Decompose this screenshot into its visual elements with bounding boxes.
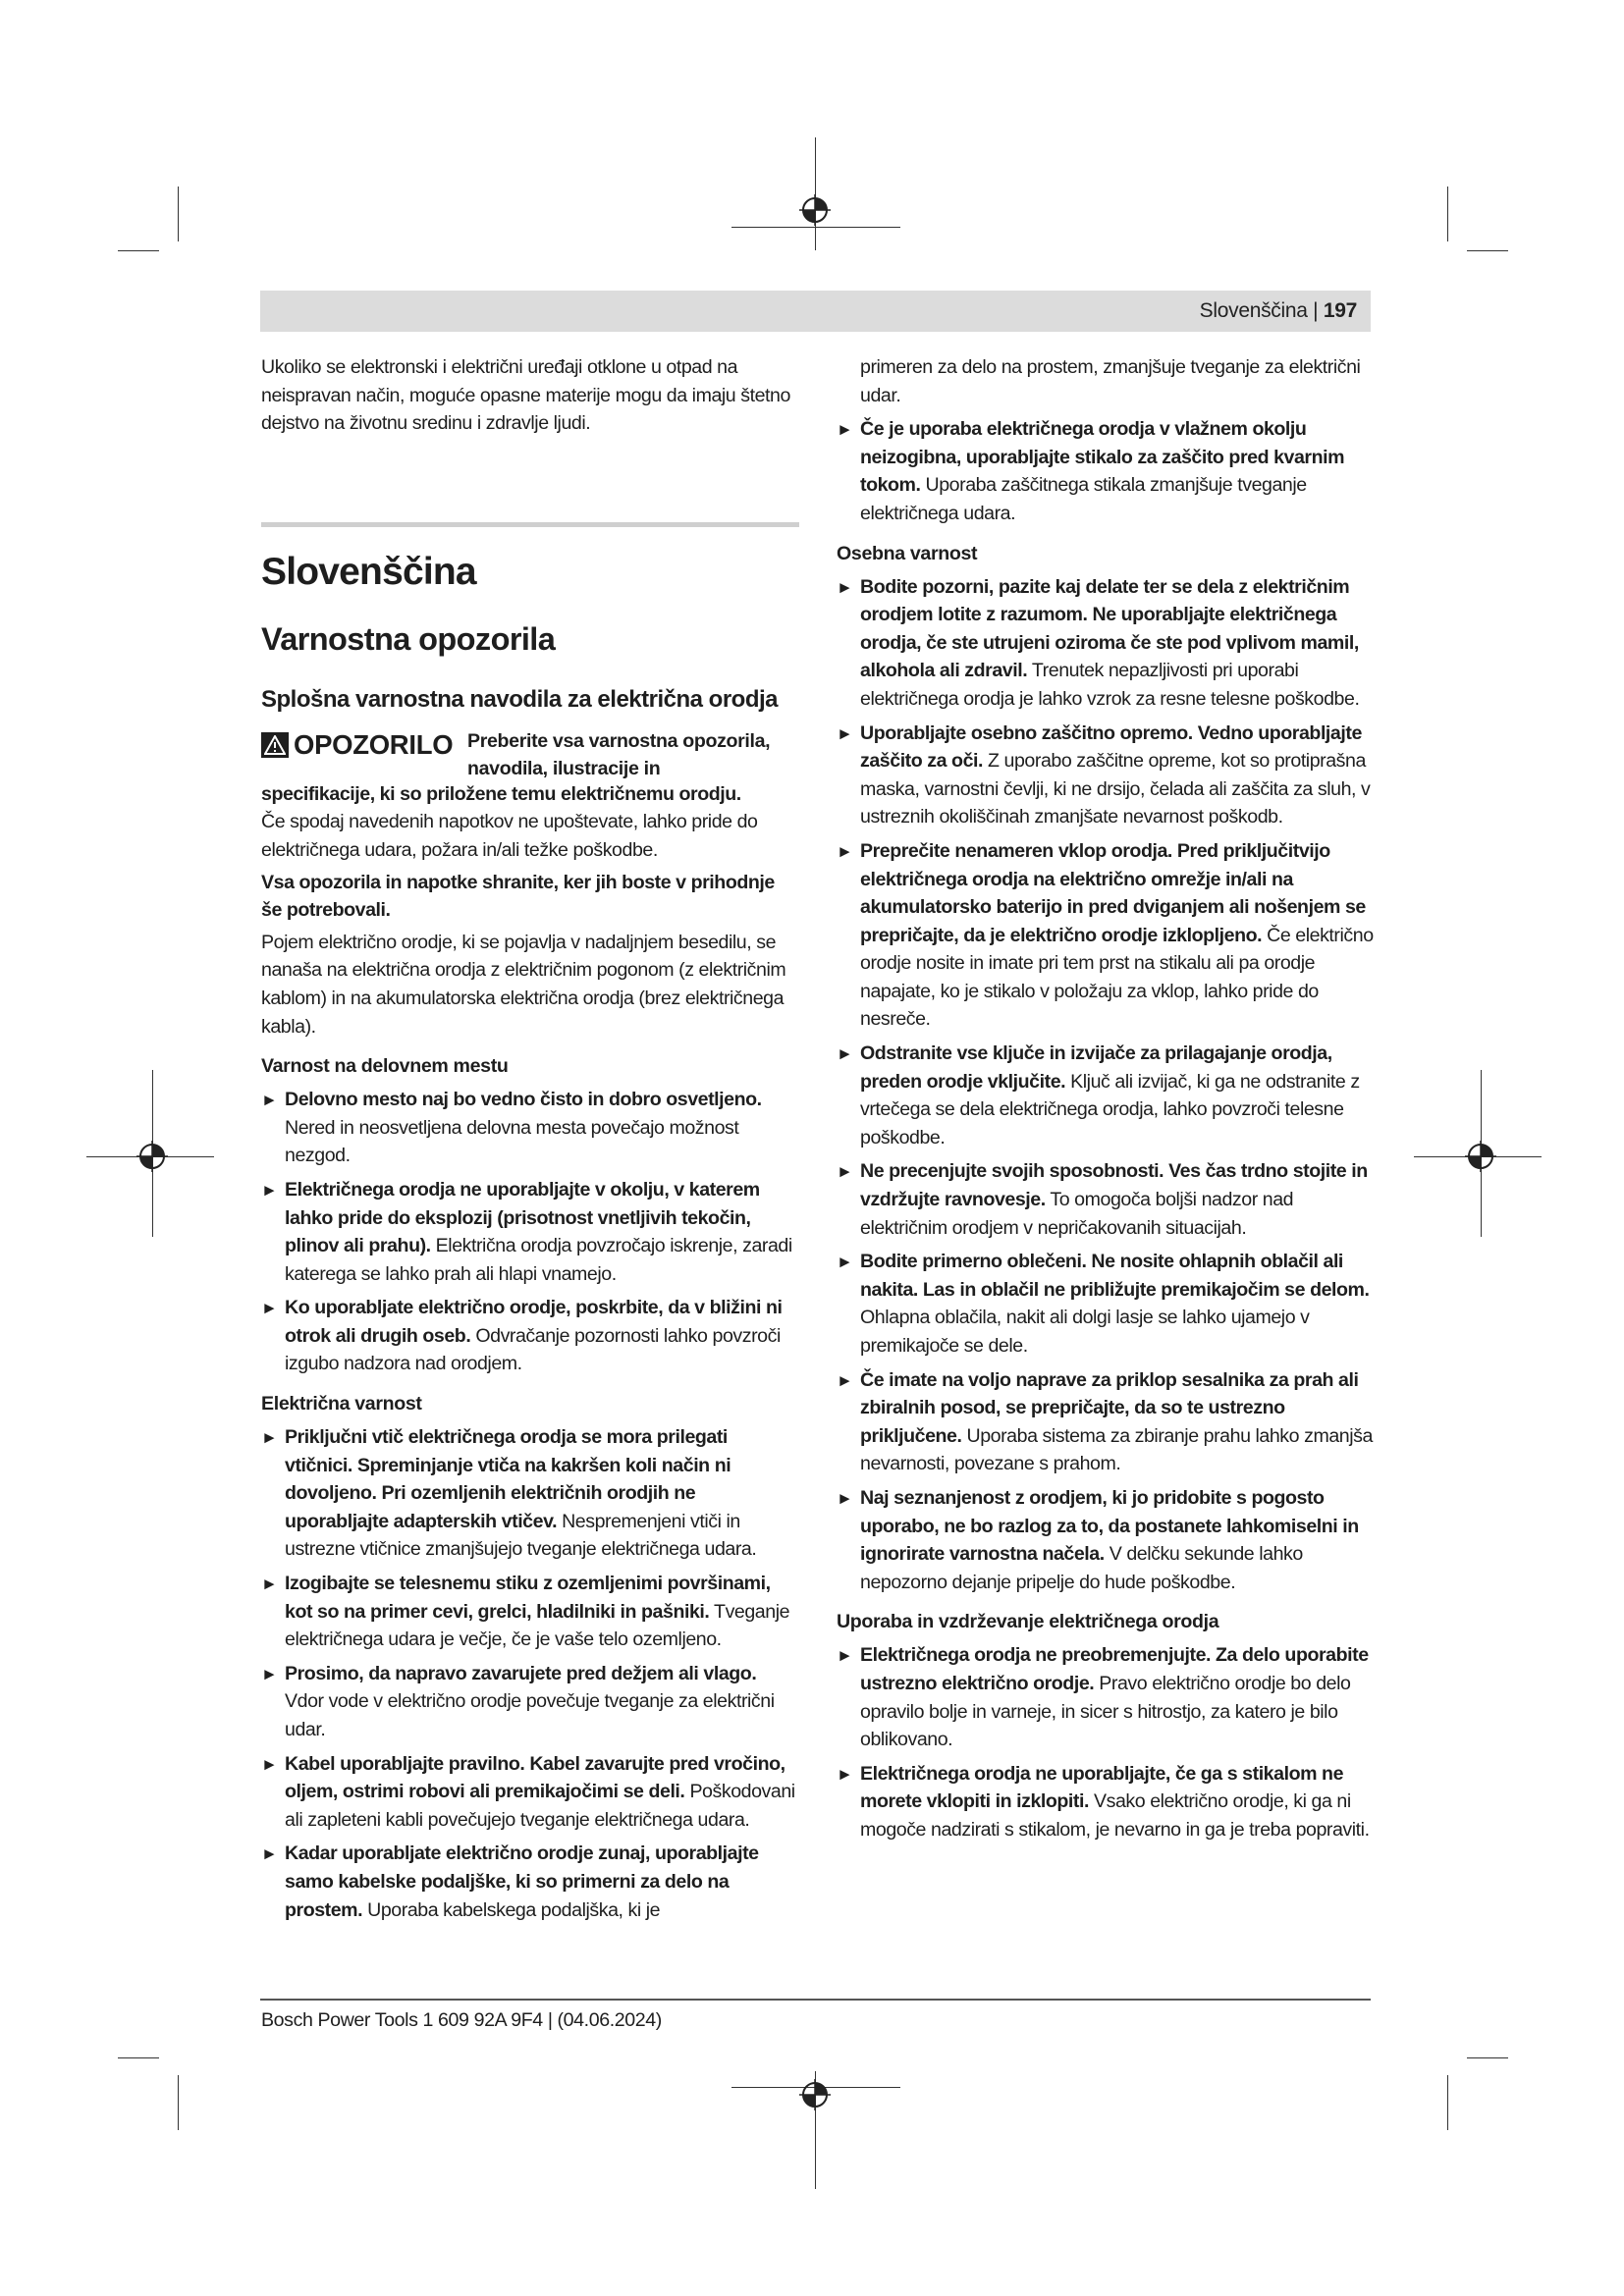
electrical-safety-heading: Električna varnost: [261, 1393, 422, 1415]
bullet-arrow-icon: ►: [261, 1091, 278, 1110]
bullet-arrow-icon: ►: [261, 1844, 278, 1864]
section-rule: [261, 522, 799, 527]
crop-mark: [178, 187, 179, 241]
list-item: ► Preprečite nenameren vklop orodja. Pred priključitvijo električnega orodja na električno omrežje in/ali na akumulatorsko baterijo in pred dviganjem ali nošenjem se prepričajte, da je električno orodje izklopljeno. Če električno orodje nosite in imate pri tem prst na stikalu ali pa orodje napajate, ko je stikalo v položaju za vklop, lahko pride do nesreče.: [837, 839, 1374, 1031]
crop-mark: [1467, 2057, 1508, 2058]
list-item: ► Kadar uporabljate električno orodje zunaj, uporabljajte samo kabelske podaljške, ki so primerni za delo na prostem. Uporaba kabelskega podaljška, ki je: [261, 1842, 759, 1921]
list-item: ► Če je uporaba električnega orodja v vlažnem okolju neizogibna, uporabljajte stikalo za zaščito pred kvarnim tokom. Uporaba zaščitnega stikala zmanjšuje tveganje električnega udara.: [837, 418, 1345, 524]
list-item: ► Naj seznanjenost z orodjem, ki jo pridobite s pogosto uporabo, ne bo razlog za to, da postanete lahkomiselni in ignorirate varnostna načela. V delčku sekunde lahko nepozorno dejanje pripelje do hude poškodbe.: [837, 1486, 1359, 1593]
registration-mark-icon: [797, 192, 833, 228]
bullet-arrow-icon: ►: [261, 1428, 278, 1448]
bullet-arrow-icon: ►: [837, 1044, 853, 1064]
registration-mark-icon: [135, 1139, 170, 1174]
crop-mark: [118, 250, 159, 251]
bullet-arrow-icon: ►: [261, 1575, 278, 1594]
list-item: ► Izogibajte se telesnemu stiku z ozemljenimi površinami, kot so na primer cevi, grelci, hladilniki in pašniki. Tveganje električnega udara je večje, če je vaše telo ozemljeno.: [261, 1573, 790, 1651]
bullet-arrow-icon: ►: [837, 1162, 853, 1182]
warning-lead-continued: specifikacije, ki so priložene temu električnemu orodju.: [261, 782, 741, 805]
list-item: ► Prosimo, da napravo zavarujete pred dežjem ali vlago. Vdor vode v električno orodje povečuje tveganje za električni udar.: [261, 1662, 775, 1740]
header-language: Slovenščina: [1199, 299, 1308, 322]
warning-badge: [261, 729, 453, 761]
footer-text: Bosch Power Tools 1 609 92A 9F4 | (04.06.2024): [261, 2009, 662, 2031]
header-separator: |: [1313, 299, 1319, 322]
warning-word: OPOZORILO: [294, 728, 454, 760]
list-item: ► Odstranite vse ključe in izvijače za prilagajanje orodja, preden orodje vključite. Ključ ali izvijač, ki ga ne odstranite z vrtečega se dela električnega orodja, lahko povzroči telesne poškodbe.: [837, 1042, 1360, 1148]
section-title: Slovenščina: [261, 550, 476, 593]
bullet-arrow-icon: ►: [837, 841, 853, 861]
bullet-arrow-icon: ►: [837, 1764, 853, 1784]
chapter-title: Varnostna opozorila: [261, 620, 556, 657]
term-paragraph: Pojem električno orodje, ki se pojavlja v nadaljnjem besedilu, se nanaša na električna orodja z električnim pogonom (z električnim kablom) in na akumulatorska električna orodja (brez električnega kabla).: [261, 931, 786, 1038]
bullet-arrow-icon: ►: [837, 1370, 853, 1390]
bullet-arrow-icon: ►: [837, 723, 853, 743]
bullet-arrow-icon: ►: [837, 577, 853, 597]
list-item: ► Ne precenjujte svojih sposobnosti. Ves čas trdno stojite in vzdržujte ravnovesje. To omogoča boljši nadzor nad električnim orodjem v nepričakovanih situacijah.: [837, 1160, 1368, 1239]
continued-paragraph: primeren za delo na prostem, zmanjšuje tveganje za električni udar.: [860, 356, 1361, 406]
list-item: ► Če imate na voljo naprave za priklop sesalnika za prah ali zbiralnih posod, se prepričajte, da so te ustrezno priključene. Uporaba sistema za zbiranje prahu lahko zmanjša nevarnosti, povezane s prahom.: [837, 1368, 1373, 1475]
page-header: [260, 291, 1371, 332]
list-item: ► Delovno mesto naj bo vedno čisto in dobro osvetljeno. Nered in neosvetljena delovna mesta povečajo možnost nezgod.: [261, 1089, 762, 1167]
bullet-arrow-icon: ►: [261, 1299, 278, 1318]
list-item: ► Uporabljajte osebno zaščitno opremo. Vedno uporabljajte zaščito za oči. Z uporabo zaščitne opreme, kot so protiprašna maska, varnostni čevlji, ki ne drsijo, čelada ali zaščita za sluh, v ustreznih okoliščinah zmanjšate nevarnost poškodb.: [837, 721, 1371, 828]
left-column: [261, 353, 799, 1924]
right-column: [837, 353, 1384, 1844]
registration-mark-icon: [797, 2077, 833, 2112]
footer-rule: [260, 1999, 1371, 2001]
list-item: ► Električnega orodja ne uporabljajte v okolju, v katerem lahko pride do eksplozij (prisotnost vnetljivih tekočin, plinov ali prahu). Električna orodja povzročajo iskrenje, zaradi katerega se lahko prah ali hlapi vnamejo.: [261, 1178, 792, 1285]
bullet-arrow-icon: ►: [837, 1646, 853, 1666]
subchapter-title: Splošna varnostna navodila za električna orodja: [261, 685, 779, 713]
warning-lead: Preberite vsa varnostna opozorila, navodila, ilustracije in: [467, 729, 771, 780]
crop-mark: [1467, 250, 1508, 251]
personal-safety-heading: Osebna varnost: [837, 542, 978, 564]
bullet-arrow-icon: ►: [837, 420, 853, 440]
workplace-safety-heading: Varnost na delovnem mestu: [261, 1055, 509, 1078]
bullet-arrow-icon: ►: [837, 1253, 853, 1272]
keep-instructions: Vsa opozorila in napotke shranite, ker jih boste v prihodnje še potrebovali.: [261, 871, 775, 922]
list-item: ► Ko uporabljate električno orodje, poskrbite, da v bližini ni otrok ali drugih oseb. Odvračanje pozornosti lahko povzroči izgubo nadzora nad orodjem.: [261, 1297, 783, 1375]
bullet-arrow-icon: ►: [261, 1180, 278, 1200]
crop-mark: [1447, 187, 1448, 241]
list-item: ► Bodite primerno oblečeni. Ne nosite ohlapnih oblačil ali nakita. Las in oblačil ne približujte premikajočim se delom. Ohlapna oblačila, nakit ali dolgi lasje se lahko ujamejo v premikajoče se dele.: [837, 1251, 1370, 1357]
list-item: ► Kabel uporabljajte pravilno. Kabel zavarujte pred vročino, oljem, ostrimi robovi ali premikajočimi se deli. Poškodovani ali zapleteni kabli povečujejo tveganje električnega udara.: [261, 1752, 795, 1831]
header-label: [1200, 299, 1357, 323]
bullet-arrow-icon: ►: [837, 1488, 853, 1508]
warning-block: [261, 727, 799, 780]
registration-mark-icon: [1463, 1139, 1498, 1174]
list-item: ► Električnega orodja ne preobremenjujte. Za delo uporabite ustrezno električno orodje. Pravo električno orodje bo delo opravilo bolje in varneje, in sicer s hitrostjo, za katero je bilo oblikovano.: [837, 1644, 1369, 1751]
use-and-care-heading: Uporaba in vzdrževanje električnega orodja: [837, 1611, 1219, 1633]
list-item: ► Električnega orodja ne uporabljajte, če ga s stikalom ne morete vklopiti in izklopiti. Vsako električno orodje, ki ga ni mogoče nadzirati s stikalom, je nevarno in ga je treba popraviti.: [837, 1762, 1370, 1841]
warning-triangle-icon: [261, 732, 289, 758]
bullet-arrow-icon: ►: [261, 1754, 278, 1774]
list-item: ► Priključni vtič električnega orodja se mora prilegati vtičnici. Spreminjanje vtiča na kakršen koli način ni dovoljeno. Pri ozemljenih električnih orodjih ne uporabljajte adapterskih vtičev. Nespremenjeni vtiči in ustrezne vtičnice zmanjšujejo tveganje električnega udara.: [261, 1426, 757, 1561]
bullet-arrow-icon: ►: [261, 1664, 278, 1683]
crop-mark: [178, 2075, 179, 2130]
crop-mark: [1447, 2075, 1448, 2130]
intro-paragraph: Ukoliko se elektronski i električni uređaji otklone u otpad na neispravan način, moguće opasne materije mogu da imaju štetno dejstvo na životnu sredinu i zdravlje ljudi.: [261, 356, 790, 435]
page-number: 197: [1323, 299, 1357, 322]
warning-text: Če spodaj navedenih napotkov ne upoštevate, lahko pride do električnega udara, požara in/ali težke poškodbe.: [261, 811, 758, 861]
crop-mark: [118, 2057, 159, 2058]
list-item: ► Bodite pozorni, pazite kaj delate ter se dela z električnim orodjem lotite z razumom. Ne uporabljajte električnega orodja, če ste utrujeni oziroma če ste pod vplivom mamil, alkohola ali zdravil. Trenutek nepazljivosti pri uporabi električnega orodja je lahko vzrok za resne telesne poškodbe.: [837, 575, 1360, 710]
